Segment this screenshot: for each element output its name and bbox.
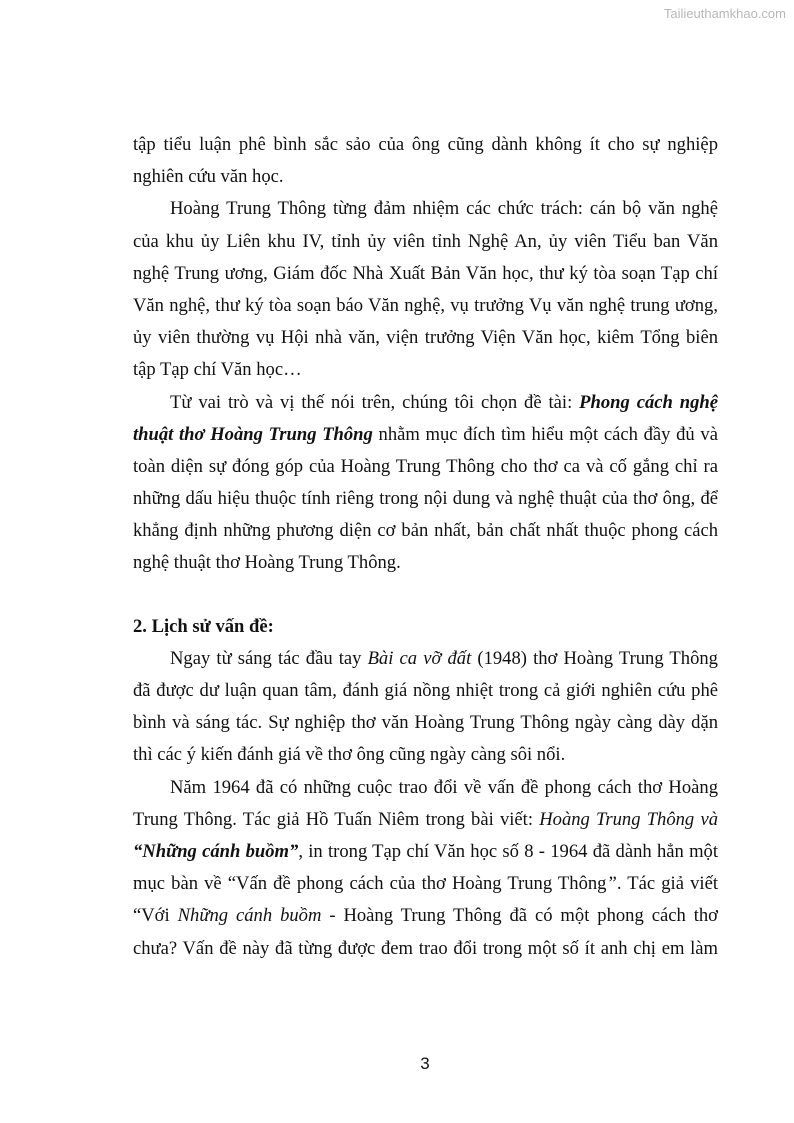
text-line	[133, 515, 718, 547]
text-run: nghệ thuật thơ Hoàng Trung Thông.	[133, 552, 401, 574]
text-run: Trung Thông. Tác giả Hồ Tuấn Niêm trong bài viết:	[133, 808, 540, 830]
text-line	[133, 739, 718, 771]
text-line	[133, 675, 718, 707]
text-line	[133, 226, 718, 258]
emphasized-text: Bài ca vỡ đất	[367, 647, 472, 669]
emphasized-text: thuật thơ Hoàng Trung Thông	[133, 423, 373, 445]
text-run: “Với	[133, 905, 178, 927]
text-run: thì các ý kiến đánh giá về thơ ông cũng ngày càng sôi nổi.	[133, 744, 566, 766]
emphasized-text: 2. Lịch sử vấn đề:	[133, 615, 274, 637]
text-run: toàn diện sự đóng góp của Hoàng Trung Thông cho thơ ca và cố gắng chỉ ra	[133, 455, 718, 477]
text-run: đã được dư luận quan tâm, đánh giá nồng nhiệt trong cả giới nghiên cứu phê	[133, 680, 718, 701]
text-line	[133, 290, 718, 322]
text-run: nghiên cứu văn học.	[133, 166, 284, 188]
text-line	[133, 933, 718, 965]
section-heading	[133, 611, 718, 643]
text-run: . Tác giả viết	[616, 873, 718, 895]
text-run: Năm 1964 đã có những cuộc trao đổi về vấn đề phong cách thơ Hoàng	[170, 776, 718, 798]
text-run: Từ vai trò và vị thế nói trên, chúng tôi chọn đề tài:	[170, 391, 580, 413]
text-run: mục bàn về “Vấn đề phong cách của thơ Hoàng Trung Thông	[133, 873, 607, 895]
text-line	[133, 483, 718, 515]
text-run: (1948) thơ Hoàng Trung Thông	[471, 647, 718, 669]
text-line	[133, 611, 718, 643]
text-run: chưa? Vấn đề này đã từng được đem trao đổi trong một số ít anh chị em làm	[133, 937, 718, 959]
text-line	[133, 804, 718, 836]
text-line	[133, 772, 718, 804]
emphasized-text: Hoàng Trung Thông và	[539, 808, 718, 830]
document-body	[133, 129, 718, 965]
text-run: - Hoàng Trung Thông đã có một phong cách thơ	[321, 905, 718, 927]
text-run: của khu ủy Liên khu IV, tỉnh ủy viên tỉnh Nghệ An, ủy viên Tiểu ban Văn	[133, 230, 718, 252]
text-run: tập Tạp chí Văn học…	[133, 359, 302, 381]
text-line	[133, 322, 718, 354]
text-line	[133, 129, 718, 161]
page-number: 3	[420, 1054, 430, 1073]
emphasized-text: Những cánh buồm	[177, 905, 322, 927]
text-run: tập tiểu luận phê bình sắc sảo của ông cũng dành không ít cho sự nghiệp	[133, 134, 718, 155]
text-run: , in trong Tạp chí Văn học số 8 - 1964 đã dành hẳn một	[298, 840, 718, 862]
text-run: nhằm mục đích tìm hiểu một cách đầy đủ và	[372, 423, 718, 445]
paragraph	[133, 129, 718, 193]
paragraph	[133, 387, 718, 580]
text-run: Hoàng Trung Thông từng đảm nhiệm các chức trách: cán bộ văn nghệ	[170, 198, 718, 220]
text-line	[133, 387, 718, 419]
text-line	[133, 419, 718, 451]
text-line	[133, 258, 718, 290]
paragraph	[133, 772, 718, 965]
text-run: ủy viên thường vụ Hội nhà văn, viện trưởng Viện Văn học, kiêm Tổng biên	[133, 327, 718, 349]
text-line	[133, 643, 718, 675]
emphasized-text: Phong cách nghệ	[579, 391, 718, 413]
watermark: Tailieuthamkhao.com	[663, 6, 786, 21]
text-line	[133, 868, 718, 900]
text-run: Văn nghệ, thư ký tòa soạn báo Văn nghệ, vụ trưởng Vụ văn nghệ trung ương,	[133, 294, 718, 316]
text-line	[133, 547, 718, 579]
paragraph	[133, 643, 718, 772]
text-line	[133, 161, 718, 193]
emphasized-text: ”	[606, 873, 617, 895]
text-line	[133, 900, 718, 932]
text-run: nghệ Trung ương, Giám đốc Nhà Xuất Bản Văn học, thư ký tòa soạn Tạp chí	[133, 262, 718, 284]
text-run: khẳng định những phương diện cơ bản nhất, bản chất nhất thuộc phong cách	[133, 520, 718, 542]
paragraph-gap	[133, 580, 718, 611]
text-run: Ngay từ sáng tác đầu tay	[170, 647, 368, 669]
text-line	[133, 836, 718, 868]
emphasized-text: “Những cánh buồm”	[133, 840, 299, 862]
text-line	[133, 354, 718, 386]
text-line	[133, 451, 718, 483]
text-run: bình và sáng tác. Sự nghiệp thơ văn Hoàng Trung Thông ngày càng dày dặn	[133, 712, 718, 734]
paragraph	[133, 193, 718, 386]
text-line	[133, 707, 718, 739]
text-run: những dấu hiệu thuộc tính riêng trong nội dung và nghệ thuật của thơ ông, để	[133, 488, 718, 510]
text-line	[133, 193, 718, 225]
